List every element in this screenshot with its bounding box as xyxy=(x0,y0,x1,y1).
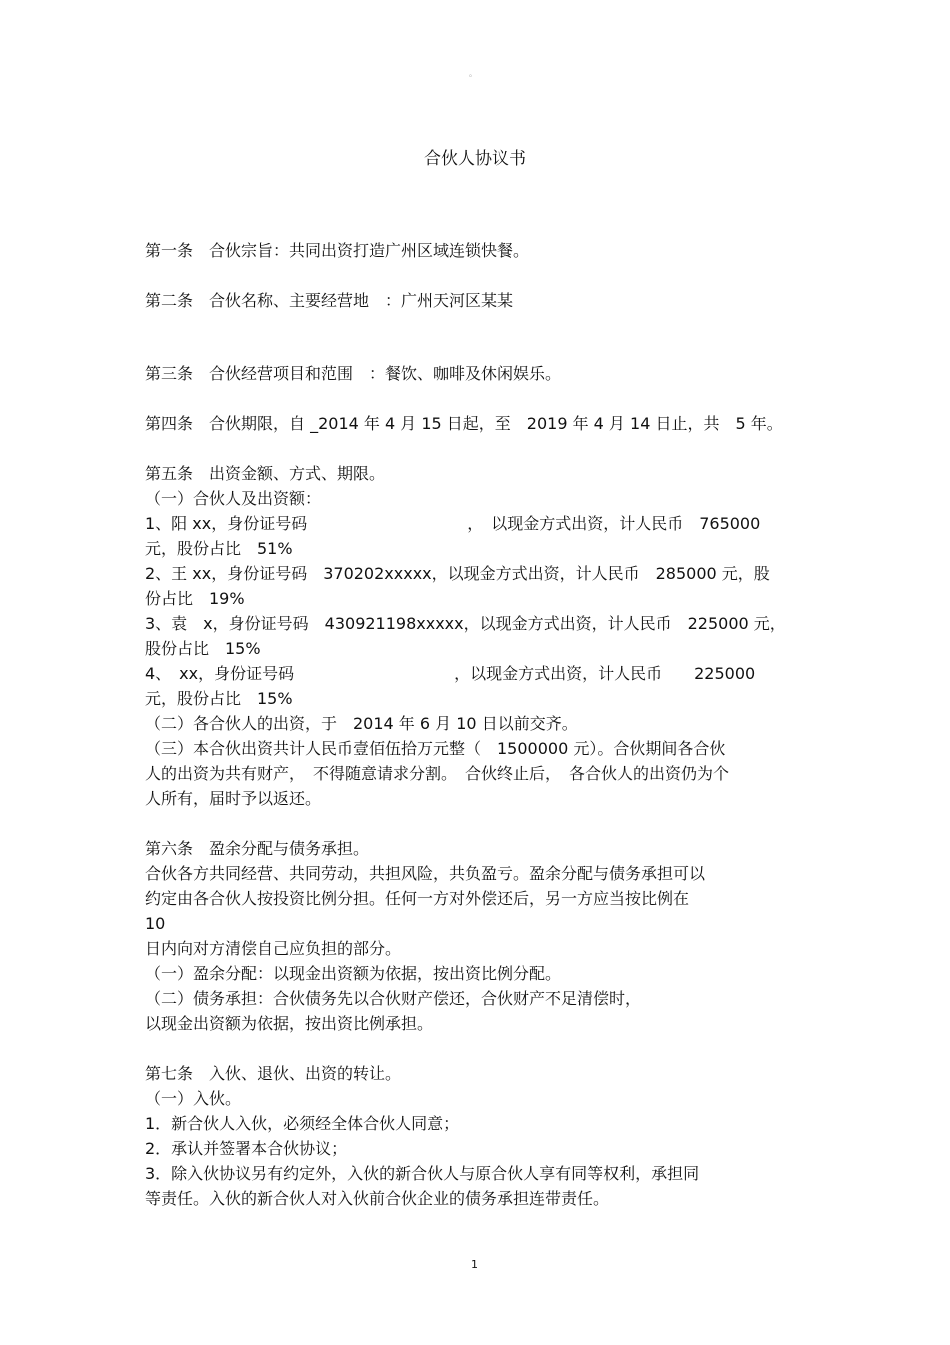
partner-2-line-1: 2、王 xx，身份证号码 370202xxxxx，以现金方式出资，计人民币 285000 元，股 xyxy=(145,564,770,583)
article-6-line-5: （一）盈余分配：以现金出资额为依据，按出资比例分配。 xyxy=(145,964,562,983)
article-6-heading: 第六条 盈余分配与债务承担。 xyxy=(145,839,370,858)
article-7-item-1: 1．新合伙人入伙，必须经全体合伙人同意； xyxy=(145,1114,460,1133)
article-5-sub-3-line-2: 人的出资为共有财产， 不得随意请求分割。 合伙终止后， 各合伙人的出资仍为个 xyxy=(145,764,730,783)
article-6-line-7: 以现金出资额为依据，按出资比例承担。 xyxy=(145,1014,434,1033)
partner-3-line-2: 股份占比 15% xyxy=(145,639,261,658)
article-5-sub-3-line-3: 人所有，届时予以返还。 xyxy=(145,789,322,808)
article-6-line-2: 约定由各合伙人按投资比例分担。任何一方对外偿还后，另一方应当按比例在 xyxy=(145,889,690,908)
article-7-item-3-line-2: 等责任。入伙的新合伙人对入伙前合伙企业的债务承担连带责任。 xyxy=(145,1189,610,1208)
partner-2-line-2: 份占比 19% xyxy=(145,589,245,608)
article-6-line-6: （二）债务承担：合伙债务先以合伙财产偿还，合伙财产不足清偿时， xyxy=(145,989,642,1008)
article-7-item-3-line-1: 3．除入伙协议另有约定外，入伙的新合伙人与原合伙人享有同等权利，承担同 xyxy=(145,1164,700,1183)
header-mark: 。 xyxy=(469,69,477,78)
article-7-sub-1: （一）入伙。 xyxy=(145,1089,242,1108)
article-7-item-2: 2．承认并签署本合伙协议； xyxy=(145,1139,348,1158)
article-2: 第二条 合伙名称、主要经营地 ：广州天河区某某 xyxy=(145,291,514,310)
article-5-heading: 第五条 出资金额、方式、期限。 xyxy=(145,464,386,483)
article-6-line-3: 10 xyxy=(145,914,166,933)
page-title: 合伙人协议书 xyxy=(424,149,526,169)
partner-1-line-2: 元，股份占比 51% xyxy=(145,539,293,558)
partner-3-line-1: 3、袁 x，身份证号码 430921198xxxxx，以现金方式出资，计人民币 225000 元， xyxy=(145,614,786,633)
partner-4-line-2: 元，股份占比 15% xyxy=(145,689,293,708)
page-number: 1 xyxy=(471,1258,478,1271)
document-body xyxy=(145,238,813,1211)
partner-1-line-1: 1、阳 xx，身份证号码 ， 以现金方式出资，计人民币 765000 xyxy=(145,514,761,533)
partner-4-line-1: 4、 xx，身份证号码 ，以现金方式出资，计人民币 225000 xyxy=(145,664,756,683)
article-4: 第四条 合伙期限，自 _2014 年 4 月 15 日起，至 2019 年 4 月 14 日止，共 5 年。 xyxy=(145,414,783,433)
article-6-line-4: 日内向对方清偿自己应负担的部分。 xyxy=(145,939,402,958)
article-3: 第三条 合伙经营项目和范围 ：餐饮、咖啡及休闲娱乐。 xyxy=(145,364,562,383)
article-5-sub-1: （一）合伙人及出资额： xyxy=(145,489,322,508)
article-7-heading: 第七条 入伙、退伙、出资的转让。 xyxy=(145,1064,402,1083)
article-5-sub-2: （二）各合伙人的出资，于 2014 年 6 月 10 日以前交齐。 xyxy=(145,714,578,733)
article-1: 第一条 合伙宗旨：共同出资打造广州区域连锁快餐。 xyxy=(145,241,530,260)
article-5-sub-3-line-1: （三）本合伙出资共计人民币壹佰伍拾万元整（ 1500000 元）。合伙期间各合伙 xyxy=(145,739,726,758)
article-6-line-1: 合伙各方共同经营、共同劳动，共担风险，共负盈亏。盈余分配与债务承担可以 xyxy=(145,864,706,883)
